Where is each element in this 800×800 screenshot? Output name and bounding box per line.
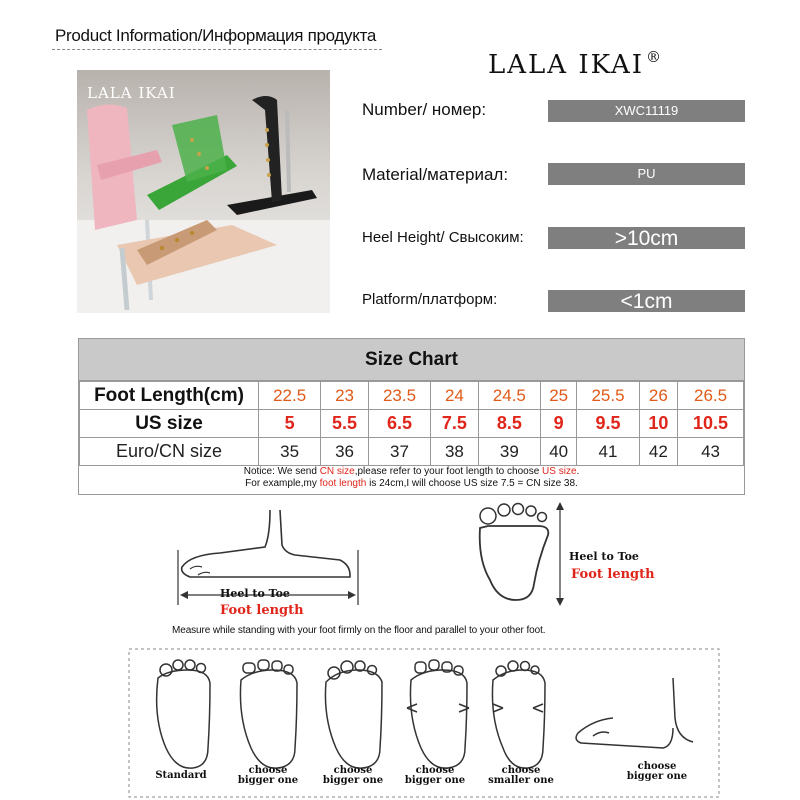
foot-type-caption: choose bigger one (237, 765, 299, 786)
table-row-us-size (80, 410, 744, 438)
table-cell: 26 (639, 382, 677, 410)
table-row-foot-length (80, 382, 744, 410)
table-cell: 22.5 (259, 382, 321, 410)
foot-type-caption: choose bigger one (626, 761, 688, 782)
table-cell: 39 (478, 438, 540, 466)
table-cell: 23 (321, 382, 369, 410)
table-cell: 7.5 (431, 410, 479, 438)
spec-label-material: Material/материал: (362, 165, 509, 184)
table-cell: 24.5 (478, 382, 540, 410)
table-cell: 24 (431, 382, 479, 410)
registered-mark: ® (646, 48, 664, 66)
table-cell: 6.5 (368, 410, 430, 438)
table-cell: 25 (540, 382, 576, 410)
photo-watermark: LALA IKAI (87, 84, 176, 102)
table-cell: 38 (431, 438, 479, 466)
row-label: US size (80, 410, 259, 438)
foot-type-caption: Standard (155, 770, 207, 781)
table-cell: 37 (368, 438, 430, 466)
table-cell: 35 (259, 438, 321, 466)
heel-to-toe-label-1: Heel to Toe (220, 587, 290, 600)
size-notice (79, 466, 744, 490)
foot-type-caption: choose bigger one (404, 765, 466, 786)
row-label: Euro/CN size (80, 438, 259, 466)
foot-length-label-2: Foot length (571, 567, 655, 582)
table-cell: 5 (259, 410, 321, 438)
table-cell: 42 (639, 438, 677, 466)
heel-to-toe-label-2: Heel to Toe (569, 550, 639, 563)
measure-instruction: Measure while standing with your foot firmly on the floor and parallel to your other foot. (172, 625, 546, 636)
spec-label-platform: Platform/платформ: (362, 291, 498, 308)
brand-name: LALA IKAI (488, 50, 645, 80)
table-cell: 8.5 (478, 410, 540, 438)
sandals-illustration (77, 70, 330, 313)
notice-line-2: For example,my foot length is 24cm,I will choose US size 7.5 = CN size 38. (245, 478, 578, 489)
row-label: Foot Length(cm) (80, 382, 259, 410)
title-underline (52, 49, 382, 50)
size-chart (78, 338, 745, 495)
spec-value-number: XWC11119 (548, 100, 745, 122)
spec-value-material: PU (548, 163, 745, 185)
table-cell: 25.5 (577, 382, 639, 410)
size-table (79, 381, 744, 466)
foot-type-caption: choose smaller one (488, 765, 554, 786)
table-cell: 9.5 (577, 410, 639, 438)
size-chart-title: Size Chart (79, 339, 744, 381)
spec-value-platform: <1cm (548, 290, 745, 312)
table-row-euro-size (80, 438, 744, 466)
page-title: Product Information/Информация продукта (55, 26, 377, 45)
product-photo (77, 70, 330, 313)
foot-length-label-1: Foot length (220, 603, 304, 618)
table-cell: 5.5 (321, 410, 369, 438)
table-cell: 23.5 (368, 382, 430, 410)
table-cell: 9 (540, 410, 576, 438)
table-cell: 36 (321, 438, 369, 466)
table-cell: 41 (577, 438, 639, 466)
table-cell: 43 (678, 438, 744, 466)
notice-line-1: Notice: We send CN size,please refer to your foot length to choose US size. (243, 466, 580, 477)
spec-label-heel-height: Heel Height/ Свысоким: (362, 229, 524, 246)
table-cell: 40 (540, 438, 576, 466)
spec-value-heel-height: >10cm (548, 227, 745, 249)
table-cell: 10.5 (678, 410, 744, 438)
table-cell: 26.5 (678, 382, 744, 410)
brand-logo (488, 50, 663, 80)
table-cell: 10 (639, 410, 677, 438)
foot-type-caption: choose bigger one (322, 765, 384, 786)
spec-label-number: Number/ номер: (362, 100, 487, 119)
